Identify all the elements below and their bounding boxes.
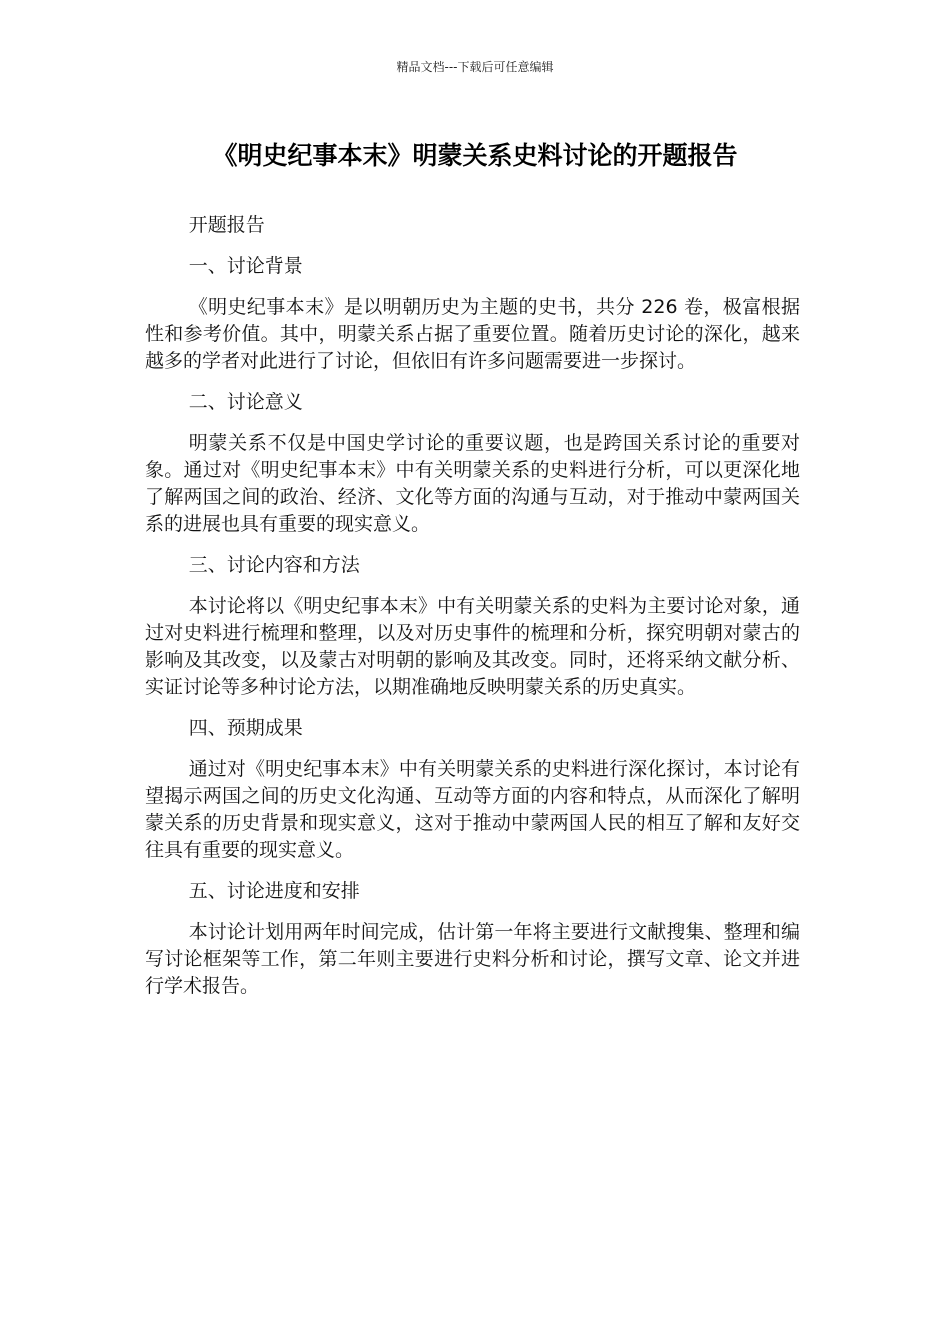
section-heading-schedule: 五、讨论进度和安排 <box>188 880 360 902</box>
section-heading-content-methods: 三、讨论内容和方法 <box>188 554 360 576</box>
section-heading-background: 一、讨论背景 <box>188 255 303 277</box>
report-label: 开题报告 <box>188 214 265 236</box>
section-text-content-methods: 本讨论将以《明史纪事本末》中有关明蒙关系的史料为主要讨论对象，通过对史料进行梳理和整理，以及对历史事件的梳理和分析，探究明朝对蒙古的影响及其改变，以及蒙古对明朝的影响及其改变。同时，还将采纳文献分析、实证讨论等多种讨论方法，以期准确地反映明蒙关系的历史真实。 <box>145 595 800 698</box>
page-header-note: 精品文档---下载后可任意编辑 <box>396 60 554 74</box>
section-text-background: 《明史纪事本末》是以明朝历史为主题的史书，共分 226 卷，极富根据性和参考价值。其中，明蒙关系占据了重要位置。随着历史讨论的深化，越来越多的学者对此进行了讨论，但依旧有许多问题需要进一步探讨。 <box>145 296 800 372</box>
document-body <box>145 212 800 1014</box>
document-title: 《明史纪事本末》明蒙关系史料讨论的开题报告 <box>212 141 738 170</box>
section-text-expected-results: 通过对《明史纪事本末》中有关明蒙关系的史料进行深化探讨，本讨论有望揭示两国之间的历史文化沟通、互动等方面的内容和特点，从而深化了解明蒙关系的历史背景和现实意义，这对于推动中蒙两国人民的相互了解和友好交往具有重要的现实意义。 <box>145 758 800 861</box>
section-text-significance: 明蒙关系不仅是中国史学讨论的重要议题，也是跨国关系讨论的重要对象。通过对《明史纪事本末》中有关明蒙关系的史料进行分析，可以更深化地了解两国之间的政治、经济、文化等方面的沟通与互动，对于推动中蒙两国关系的进展也具有重要的现实意义。 <box>145 432 800 535</box>
section-heading-significance: 二、讨论意义 <box>188 391 303 413</box>
section-text-schedule: 本讨论计划用两年时间完成，估计第一年将主要进行文献搜集、整理和编写讨论框架等工作，第二年则主要进行史料分析和讨论，撰写文章、论文并进行学术报告。 <box>145 921 800 997</box>
section-heading-expected-results: 四、预期成果 <box>188 717 303 739</box>
